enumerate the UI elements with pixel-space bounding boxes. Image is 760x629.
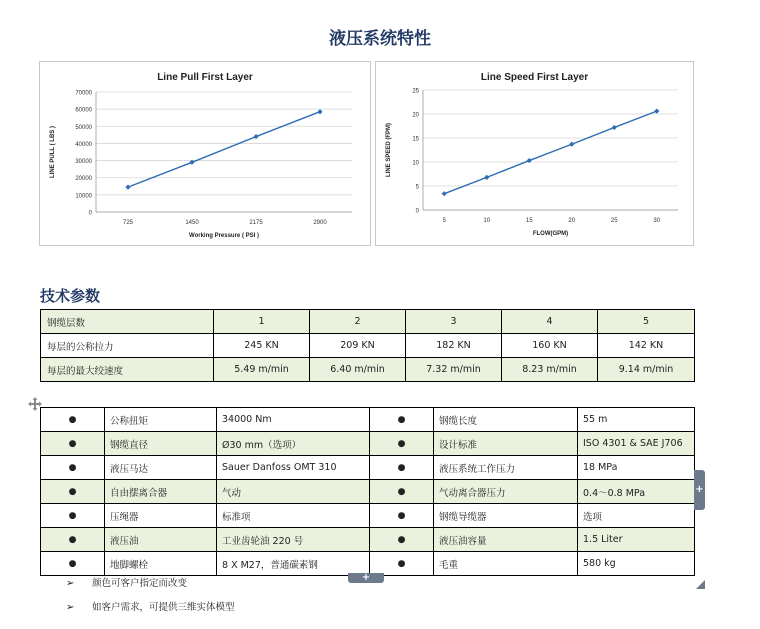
table-cell: 7.32 m/min <box>406 358 502 382</box>
spec-key: 钢缆直径 <box>105 432 217 456</box>
tech-params-table <box>40 309 695 382</box>
data-point <box>484 175 489 180</box>
bullet-cell <box>41 432 105 456</box>
data-point <box>612 125 617 130</box>
bullet-icon: ● <box>397 463 406 473</box>
table-row <box>41 504 695 528</box>
bullet-icon: ● <box>397 535 406 545</box>
row-label: 钢缆层数 <box>41 310 214 334</box>
bullet-icon: ● <box>397 415 406 425</box>
y-tick-label: 20 <box>412 112 419 119</box>
y-tick-label: 10 <box>412 160 419 167</box>
bullet-cell <box>41 552 105 576</box>
data-point <box>442 191 447 196</box>
bullet-icon: ● <box>68 511 77 521</box>
table-row <box>41 358 695 382</box>
table-cell: 1 <box>214 310 310 334</box>
x-tick-label: 725 <box>122 220 134 226</box>
line-speed-chart-svg <box>376 62 693 245</box>
table-resize-handle-icon[interactable] <box>696 574 705 583</box>
table-cell: 209 KN <box>310 334 406 358</box>
bullet-cell <box>41 456 105 480</box>
spec-value: ISO 4301 & SAE J706 <box>578 432 695 456</box>
line-pull-chart-svg <box>40 62 370 245</box>
table-cell: 142 KN <box>598 334 695 358</box>
table-cell: 9.14 m/min <box>598 358 695 382</box>
table-cell: 5.49 m/min <box>214 358 310 382</box>
y-tick-label: 0 <box>88 210 92 217</box>
table-cell: 3 <box>406 310 502 334</box>
y-tick-label: 70000 <box>75 90 92 97</box>
table-row <box>41 310 695 334</box>
bullet-icon: ● <box>68 415 77 425</box>
spec-value: 55 m <box>578 408 695 432</box>
notes-list <box>66 576 235 624</box>
spec-value: 气动 <box>217 480 370 504</box>
y-axis-label: LINE PULL ( LBS ) <box>50 126 56 178</box>
arrow-bullet-icon: ➢ <box>66 602 75 613</box>
table-row <box>41 456 695 480</box>
add-column-button[interactable]: + <box>694 470 705 510</box>
spec-key: 液压马达 <box>105 456 217 480</box>
table-cell: 5 <box>598 310 695 334</box>
spec-key: 设计标准 <box>434 432 578 456</box>
data-point <box>569 142 574 147</box>
note-item <box>66 576 235 600</box>
y-axis-label: LINE SPEED (FPM) <box>386 122 392 178</box>
x-axis-label: FLOW(GPM) <box>532 231 569 237</box>
bullet-icon: ● <box>68 487 77 497</box>
note-text: 如客户需求，可提供三维实体模型 <box>92 602 235 613</box>
chart-title: Line Pull First Layer <box>157 72 253 83</box>
spec-value: 34000 Nm <box>217 408 370 432</box>
series-line <box>444 111 657 194</box>
bullet-cell <box>41 480 105 504</box>
x-tick-label: 2175 <box>249 220 263 226</box>
data-point <box>654 109 659 114</box>
spec-value: 18 MPa <box>578 456 695 480</box>
table-cell: 2 <box>310 310 406 334</box>
table-cell: 4 <box>502 310 598 334</box>
table-cell: 8.23 m/min <box>502 358 598 382</box>
y-tick-label: 20000 <box>75 176 92 183</box>
spec-value: 0.4～0.8 MPa <box>578 480 695 504</box>
spec-key: 钢缆导缆器 <box>434 504 578 528</box>
bullet-cell <box>41 504 105 528</box>
y-tick-label: 15 <box>412 136 419 143</box>
bullet-icon: ● <box>397 439 406 449</box>
spec-table <box>40 407 695 576</box>
note-item <box>66 600 235 624</box>
spec-key: 液压油 <box>105 528 217 552</box>
x-tick-label: 10 <box>483 218 491 224</box>
x-tick-label: 15 <box>525 218 533 224</box>
x-tick-label: 30 <box>653 218 661 224</box>
spec-value: 工业齿轮油 220 号 <box>217 528 370 552</box>
spec-key: 气动离合器压力 <box>434 480 578 504</box>
bullet-cell <box>370 432 434 456</box>
spec-value: Sauer Danfoss OMT 310 <box>217 456 370 480</box>
spec-key: 地脚螺栓 <box>105 552 217 576</box>
bullet-cell <box>41 528 105 552</box>
bullet-cell <box>370 480 434 504</box>
arrow-bullet-icon: ➢ <box>66 578 75 589</box>
y-tick-label: 10000 <box>75 193 92 200</box>
bullet-icon: ● <box>68 535 77 545</box>
x-axis-label: Working Pressure ( PSI ) <box>189 233 259 239</box>
chart-title: Line Speed First Layer <box>480 72 589 83</box>
y-tick-label: 0 <box>415 208 419 215</box>
series-line <box>128 112 320 187</box>
bullet-cell <box>370 408 434 432</box>
table-cell: 160 KN <box>502 334 598 358</box>
table-row <box>41 528 695 552</box>
spec-value: Ø30 mm（选项） <box>217 432 370 456</box>
data-point <box>253 134 258 139</box>
table-row <box>41 408 695 432</box>
y-tick-label: 50000 <box>75 124 92 131</box>
section-title: 技术参数 <box>40 287 101 305</box>
table-cell: 6.40 m/min <box>310 358 406 382</box>
bullet-icon: ● <box>68 439 77 449</box>
spec-key: 自由摆离合器 <box>105 480 217 504</box>
bullet-icon: ● <box>68 559 77 569</box>
spec-value: 选项 <box>578 504 695 528</box>
page-title: 液压系统特性 <box>329 29 431 49</box>
bullet-cell <box>370 528 434 552</box>
note-text: 颜色可客户指定而改变 <box>92 578 188 589</box>
y-tick-label: 60000 <box>75 107 92 114</box>
y-tick-label: 40000 <box>75 141 92 148</box>
spec-value: 标准项 <box>217 504 370 528</box>
y-tick-label: 5 <box>415 184 419 191</box>
bullet-cell <box>41 408 105 432</box>
spec-value: 8 X M27，普通碳素钢 <box>217 552 370 576</box>
spec-key: 钢缆长度 <box>434 408 578 432</box>
table-cell: 182 KN <box>406 334 502 358</box>
x-tick-label: 25 <box>610 218 618 224</box>
bullet-cell <box>370 552 434 576</box>
table-row <box>41 334 695 358</box>
row-label: 每层的最大绞速度 <box>41 358 214 382</box>
line-speed-chart <box>375 61 694 246</box>
bullet-icon: ● <box>68 463 77 473</box>
table-row <box>41 432 695 456</box>
x-tick-label: 20 <box>568 218 576 224</box>
spec-value: 1.5 Liter <box>578 528 695 552</box>
y-tick-label: 30000 <box>75 159 92 166</box>
spec-key: 液压系统工作压力 <box>434 456 578 480</box>
table-cell: 245 KN <box>214 334 310 358</box>
spec-key: 压绳器 <box>105 504 217 528</box>
row-label: 每层的公称拉力 <box>41 334 214 358</box>
data-point <box>125 185 130 190</box>
bullet-cell <box>370 504 434 528</box>
bullet-cell <box>370 456 434 480</box>
spec-key: 液压油容量 <box>434 528 578 552</box>
bullet-icon: ● <box>397 559 406 569</box>
spec-key: 毛重 <box>434 552 578 576</box>
spec-value: 580 kg <box>578 552 695 576</box>
x-tick-label: 5 <box>442 218 446 224</box>
x-tick-label: 2900 <box>313 220 327 226</box>
table-row <box>41 480 695 504</box>
add-row-button[interactable]: + <box>348 573 384 583</box>
y-tick-label: 25 <box>412 88 419 95</box>
spec-key: 公称扭矩 <box>105 408 217 432</box>
x-tick-label: 1450 <box>185 220 199 226</box>
line-pull-chart <box>39 61 371 246</box>
data-point <box>317 109 322 114</box>
bullet-icon: ● <box>397 511 406 521</box>
bullet-icon: ● <box>397 487 406 497</box>
